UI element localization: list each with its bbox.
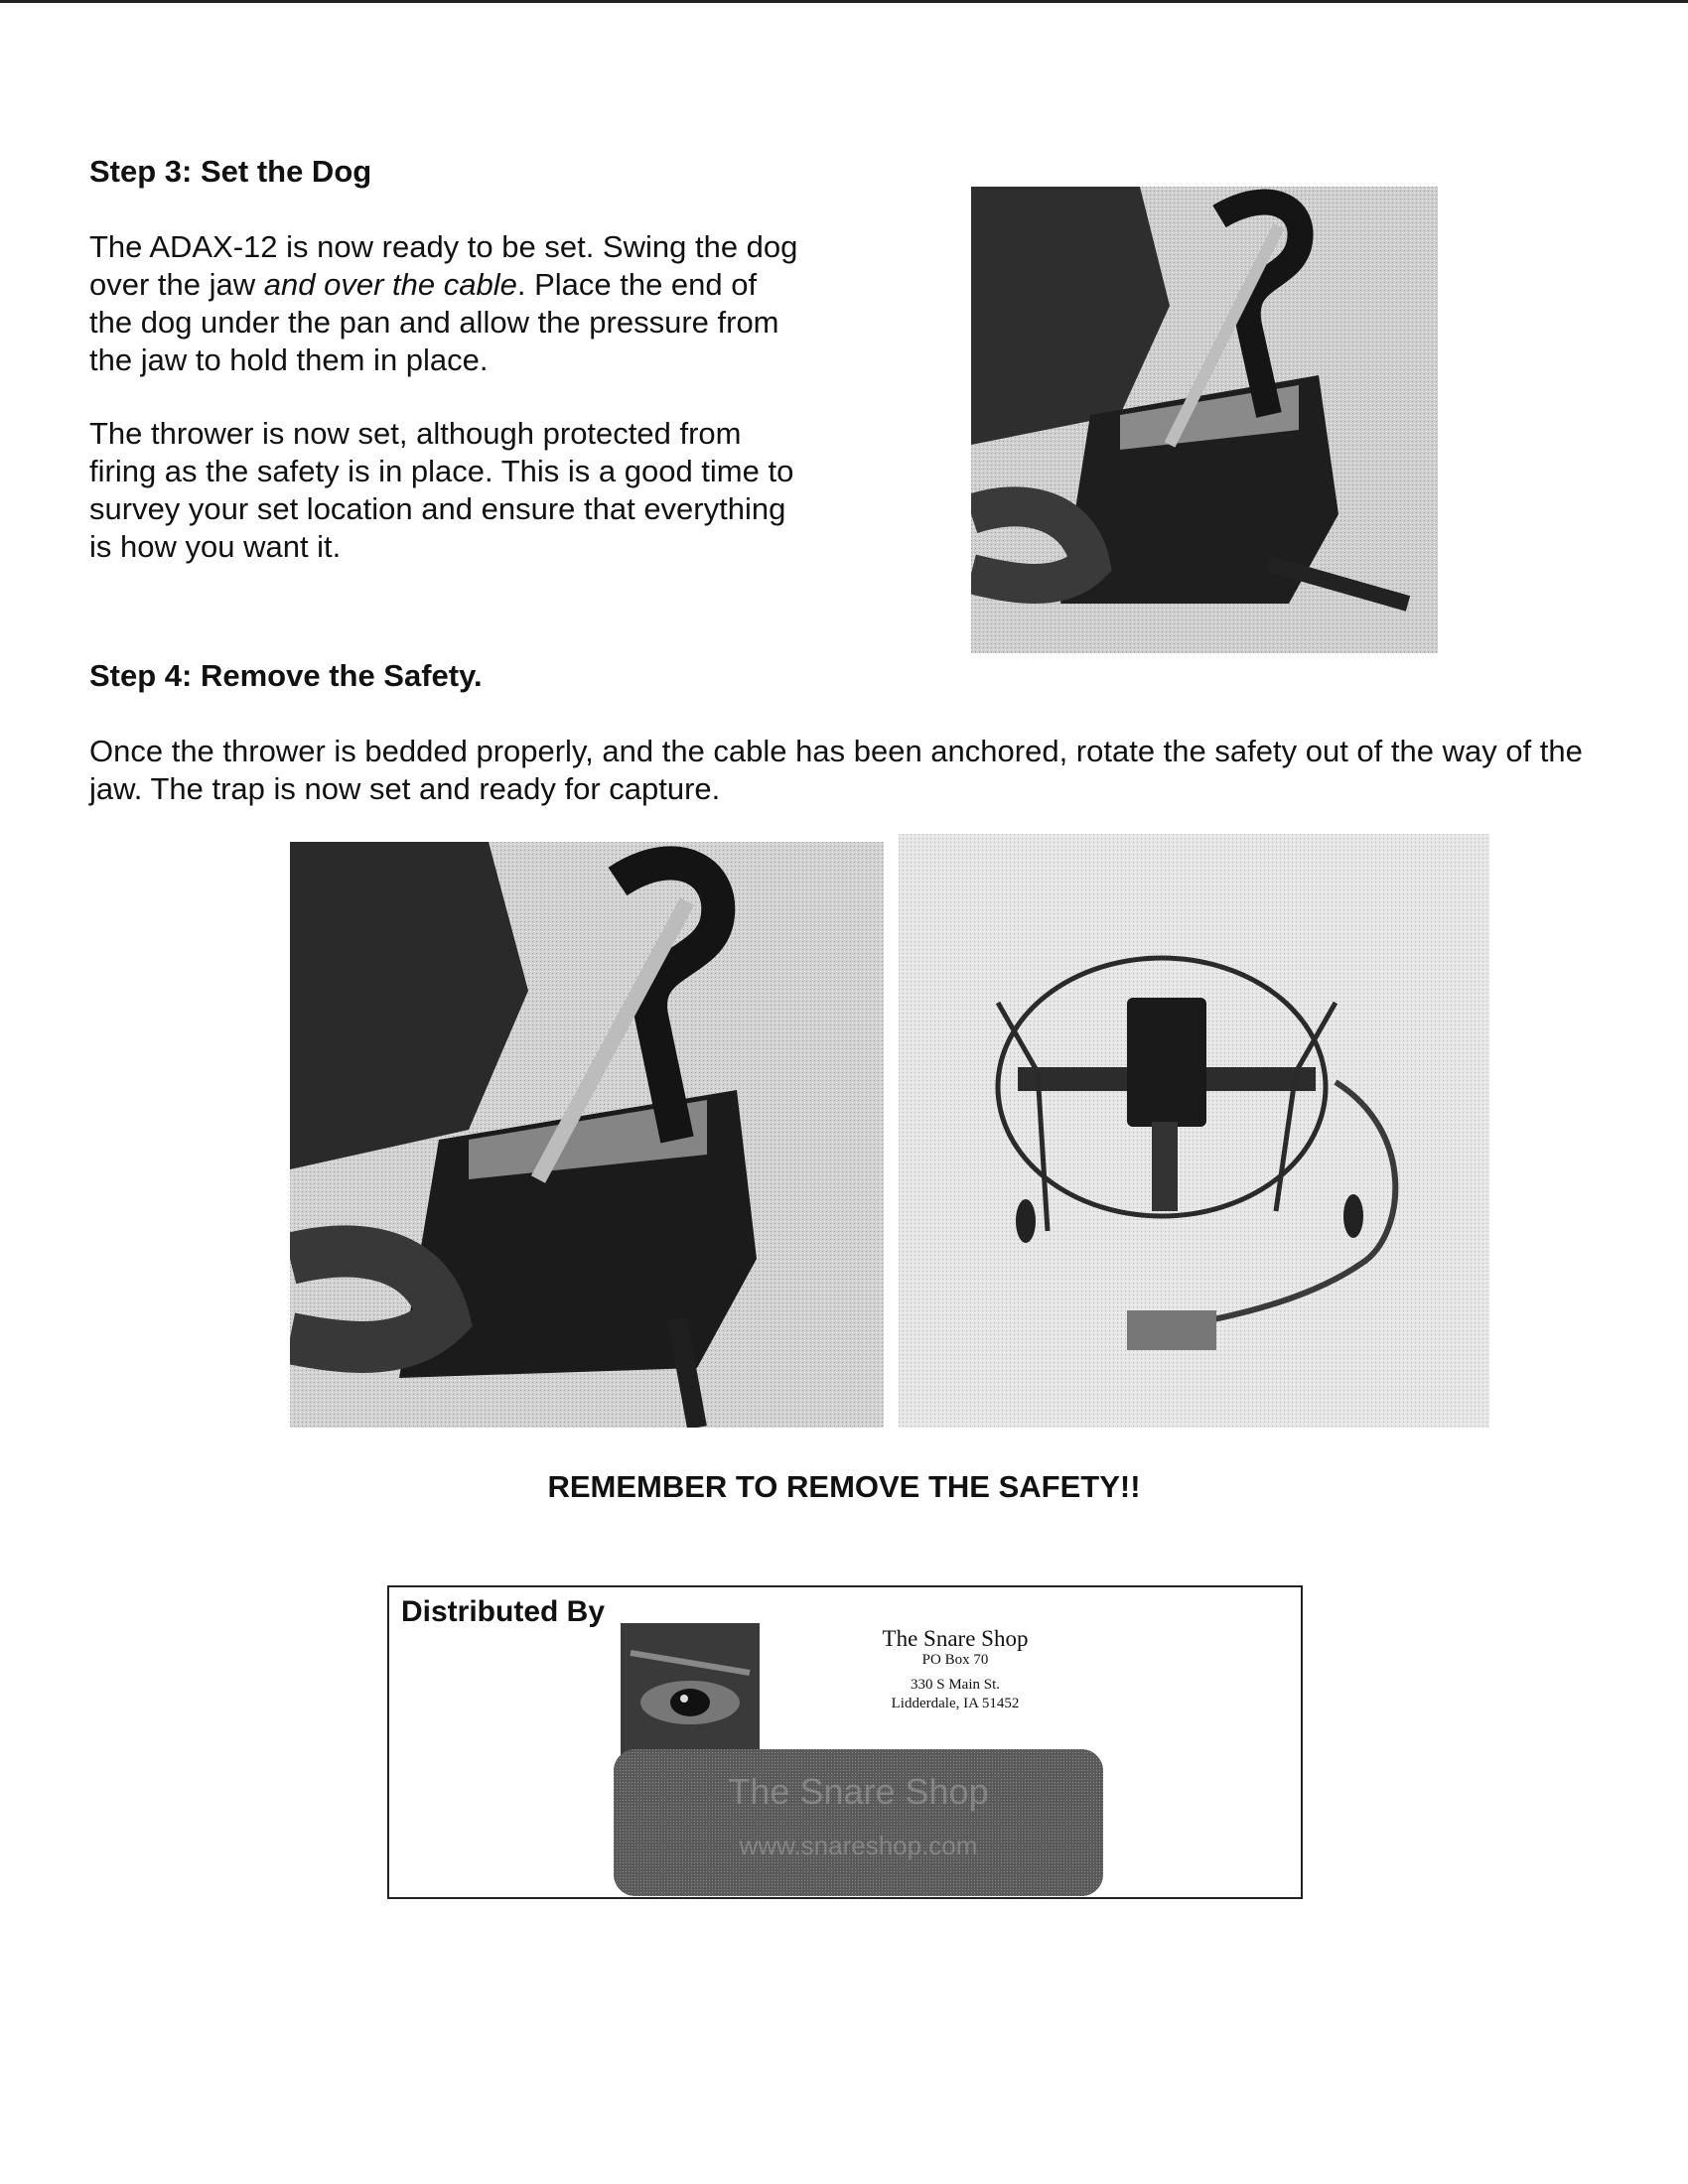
distributed-by-label: Distributed By — [401, 1595, 606, 1628]
distributor-address — [826, 1627, 1084, 1713]
banner-watermark-name: The Snare Shop — [728, 1771, 989, 1812]
safety-closeup-photo — [290, 842, 884, 1428]
distributor-name: The Snare Shop — [882, 1626, 1029, 1651]
step3-p1-italic: and over the cable — [263, 267, 517, 302]
distributor-street: 330 S Main St. — [910, 1677, 1000, 1693]
step4-heading: Step 4: Remove the Safety. — [89, 658, 483, 693]
top-rule — [0, 0, 1688, 3]
distributor-box — [387, 1585, 1303, 1899]
thrower-set-photo — [971, 187, 1438, 653]
step3-p1-text-end: . Place the end of the dog under the pan and allow the pressure from the jaw to hold them in place. — [89, 267, 779, 377]
trap-overview-photo — [899, 834, 1489, 1428]
distributor-city: Lidderdale, IA 51452 — [891, 1696, 1020, 1711]
step4-paragraph: Once the thrower is bedded properly, and the cable has been anchored, rotate the safety out of the way of the jaw. The trap is now set and ready for capture. — [89, 734, 1583, 806]
step3-paragraph-2: The thrower is now set, although protected from firing as the safety is in place. This is a good time to survey your set location and ensure that everything is how you want it. — [89, 416, 794, 564]
remove-safety-banner: REMEMBER TO REMOVE THE SAFETY!! — [547, 1469, 1141, 1504]
distributor-po-box: PO Box 70 — [921, 1652, 989, 1668]
snare-shop-dark-banner — [614, 1749, 1103, 1896]
snare-shop-logo-image — [621, 1623, 760, 1758]
step3-paragraph-1 — [89, 228, 804, 379]
banner-watermark-url: www.snareshop.com — [739, 1831, 978, 1860]
step3-p1-text: The ADAX-12 is now ready to be set. Swing the dog over the jaw — [89, 229, 798, 302]
step3-heading: Step 3: Set the Dog — [89, 154, 372, 189]
